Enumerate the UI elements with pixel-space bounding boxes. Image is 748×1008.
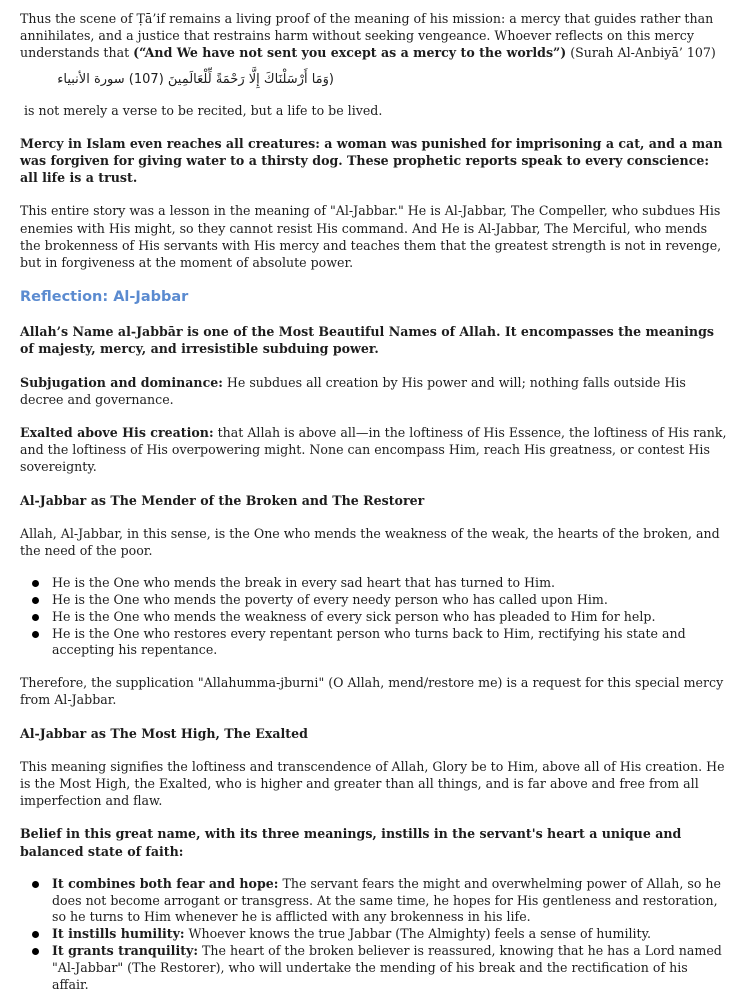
verse-followup: is not merely a verse to be recited, but a life to be lived. xyxy=(24,102,383,118)
bullet-icon xyxy=(32,614,39,621)
most-high-paragraph: This meaning signifies the loftiness and transcendence of Allah, Glory be to Him, above all of His creation. He is the Most High, the Exalted, who is higher and greater than all things, and is far above and free from all imperfection and flaw. xyxy=(20,758,725,809)
intro-paragraph xyxy=(20,10,728,62)
bullet-icon xyxy=(32,580,39,587)
most-high-heading: Al-Jabbar as The Most High, The Exalted xyxy=(20,725,308,741)
exalted-paragraph xyxy=(20,424,728,476)
exalted-text: that Allah is above all—in the loftiness of His Essence, the loftiness of His rank, and the loftiness of His overpowering might. None can encompass Him, reach His greatness, or contest His sovereignty. xyxy=(20,425,727,475)
supplication-paragraph: Therefore, the supplication "Allahumma-jburni" (O Allah, mend/restore me) is a request for this special mercy from Al-Jabbar. xyxy=(20,675,724,708)
surah-citation: (Surah Al-Anbiyā’ 107) xyxy=(566,45,716,61)
mercy-creatures-paragraph: Mercy in Islam even reaches all creatures: a woman was punished for imprisoning a cat, and a man was forgiven for giving water to a thirsty dog. These prophetic reports speak to every conscience: all life is a trust. xyxy=(20,135,723,186)
bullet-icon xyxy=(32,881,39,888)
list-item: He is the One who restores every repentant person who turns back to Him, rectifying his state and accepting his repentance. xyxy=(52,626,728,660)
bullet-icon xyxy=(32,948,39,955)
quranic-quote: (“And We have not sent you except as a mercy to the worlds”) xyxy=(133,45,567,61)
mender-intro: Allah, Al-Jabbar, in this sense, is the One who mends the weakness of the weak, the hearts of the broken, and the need of the poor. xyxy=(20,525,720,559)
subjugation-text: He subdues all creation by His power and will; nothing falls outside His decree and governance. xyxy=(20,374,686,407)
mender-heading: Al-Jabbar as The Mender of the Broken and The Restorer xyxy=(20,492,425,508)
list-item: It combines both fear and hope: The servant fears the might and overwhelming power of Allah, so he does not become arrogant or transgress. At the same time, he hopes for His gentleness and restoration, so he turns to Him whenever he is afflicted with any brokenness in his life. xyxy=(52,876,728,926)
bullet-icon xyxy=(32,931,39,938)
mender-list xyxy=(20,575,728,659)
subjugation-label: Subjugation and dominance: xyxy=(20,374,223,390)
belief-intro-paragraph: Belief in this great name, with its three meanings, instills in the servant's heart a unique and balanced state of faith: xyxy=(20,826,682,859)
bullet-icon xyxy=(32,597,39,604)
belief-list xyxy=(20,876,728,994)
intro-text: Thus the scene of Ṭā’if remains a living proof of the meaning of his mission: a mercy that guides rather than annihilates, and a justice that restrains harm without seeking vengeance. Whoever reflects on this mercy understands that xyxy=(20,11,714,61)
list-item: He is the One who mends the break in every sad heart that has turned to Him. xyxy=(52,575,728,592)
list-item: It instills humility: Whoever knows the true Jabbar (The Almighty) feels a sense of humility. xyxy=(52,926,728,943)
document-page xyxy=(20,10,728,1008)
list-item: It grants tranquility: The heart of the broken believer is reassured, knowing that he has a Lord named "Al-Jabbar" (The Restorer), who will undertake the mending of his break and the rectification of his affair. xyxy=(52,943,728,993)
reflection-heading: Reflection: Al-Jabbar xyxy=(20,289,189,306)
bullet-icon xyxy=(32,631,39,638)
exalted-label: Exalted above His creation: xyxy=(20,425,214,441)
name-intro-paragraph: Allah’s Name al-Jabbār is one of the Most Beautiful Names of Allah. It encompasses the meanings of majesty, mercy, and irresistible subduing power. xyxy=(20,324,714,357)
arabic-verse: (وَمَا أَرْسَلْنَاكَ إِلَّا رَحْمَةً لِّلْعَالَمِينَ (107) سورة الأنبياء xyxy=(57,71,334,87)
list-item: He is the One who mends the poverty of every needy person who has called upon Him. xyxy=(52,592,728,609)
subjugation-paragraph xyxy=(20,374,728,408)
list-item: He is the One who mends the weakness of every sick person who has pleaded to Him for help. xyxy=(52,609,728,626)
story-lesson-paragraph: This entire story was a lesson in the meaning of "Al-Jabbar." He is Al-Jabbar, The Compeller, who subdues His enemies with His might, so they cannot resist His command. And He is Al-Jabbar, The Merciful, who mends the brokenness of His servants with His mercy and teaches them that the greatest strength is not in revenge, but in forgiveness at the moment of absolute power. xyxy=(20,203,722,271)
